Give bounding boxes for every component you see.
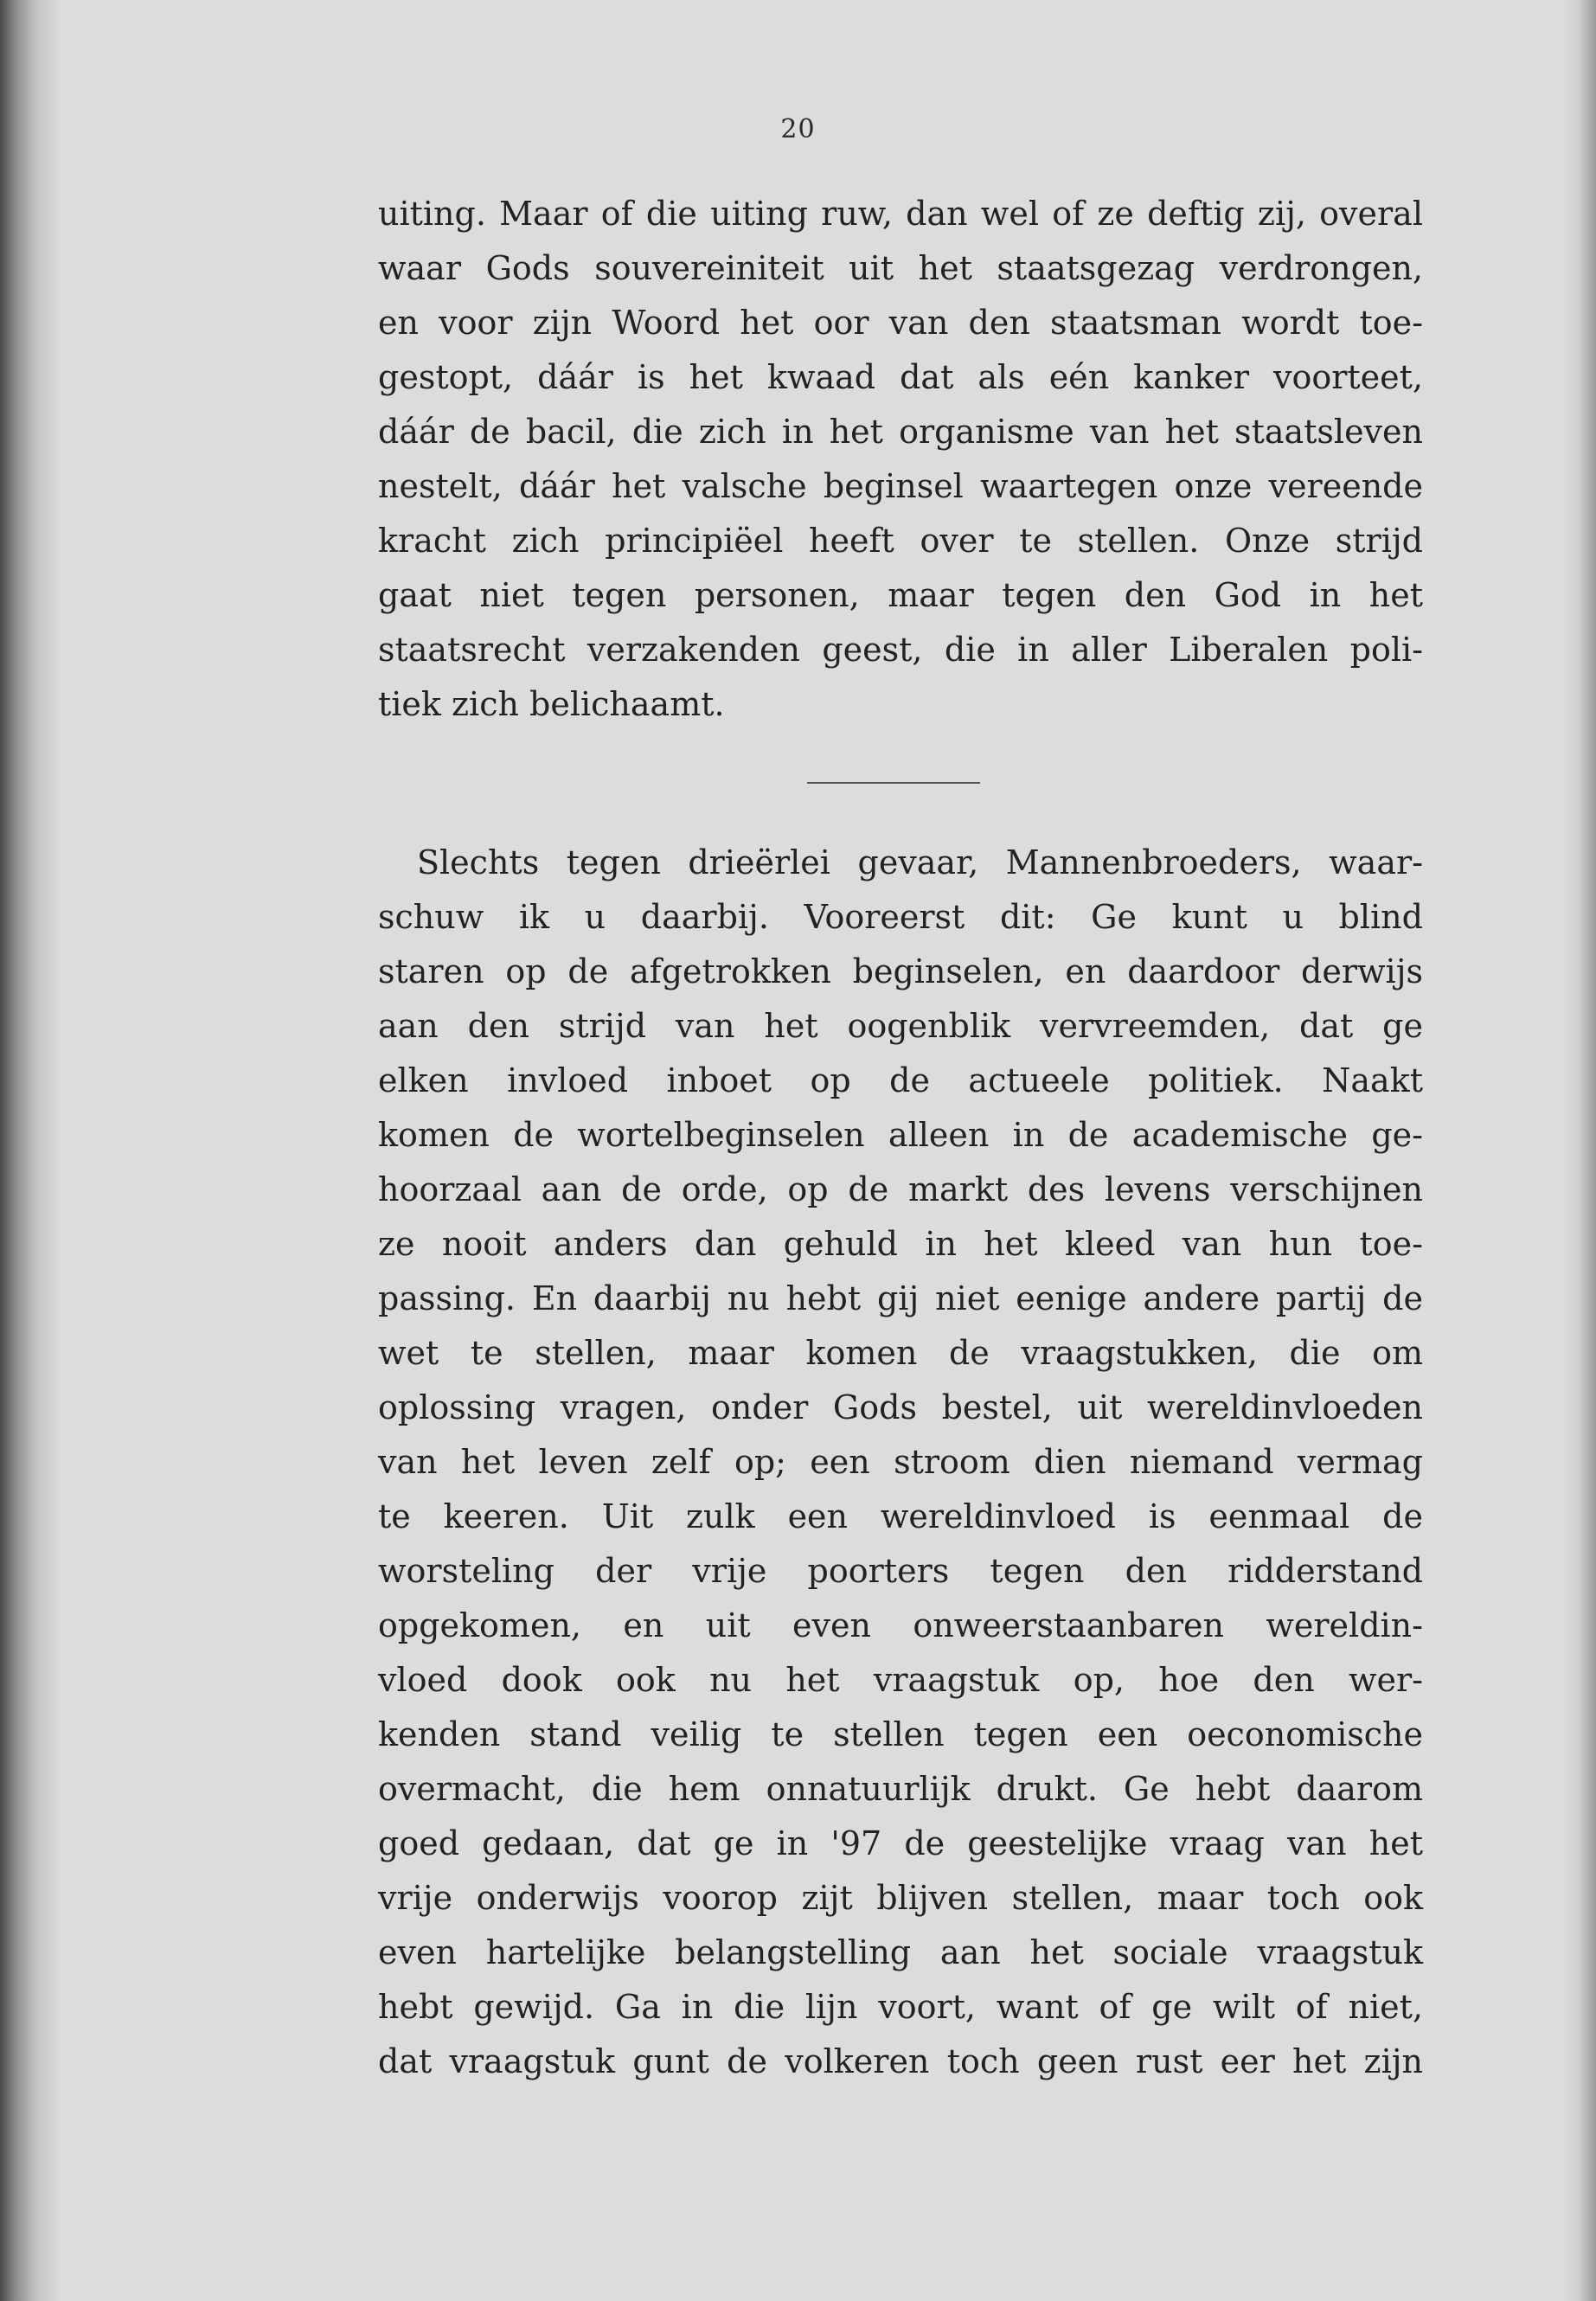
text-line: vrije onderwijs voorop zijt blijven stellen, maar toch ook — [378, 1879, 1423, 1917]
text-line: te keeren. Uit zulk een wereldinvloed is eenmaal de — [378, 1497, 1423, 1535]
text-line: staatsrecht verzakenden geest, die in aller Liberalen poli- — [378, 631, 1423, 669]
text-line: uiting. Maar of die uiting ruw, dan wel of ze deftig zij, overal — [378, 195, 1423, 233]
text-line: kenden stand veilig te stellen tegen een oeconomische — [378, 1715, 1423, 1753]
text-line: vloed dook ook nu het vraagstuk op, hoe den wer- — [378, 1661, 1423, 1699]
page-number: 20 — [780, 114, 816, 144]
text-line: goed gedaan, dat ge in '97 de geestelijke vraag van het — [378, 1824, 1423, 1862]
text-line: hebt gewijd. Ga in die lijn voort, want of ge wilt of niet, — [378, 1988, 1423, 2026]
text-line: staren op de afgetrokken beginselen, en daardoor derwijs — [378, 952, 1423, 990]
text-line: van het leven zelf op; een stroom dien niemand vermag — [378, 1443, 1423, 1481]
text-line: opgekomen, en uit even onweerstaanbaren wereldin- — [378, 1606, 1423, 1644]
text-line: schuw ik u daarbij. Vooreerst dit: Ge kunt u blind — [378, 898, 1423, 936]
text-line: aan den strijd van het oogenblik vervreemden, dat ge — [378, 1007, 1423, 1045]
text-line: gaat niet tegen personen, maar tegen den God in het — [378, 576, 1423, 614]
paragraph-1 — [378, 187, 1423, 732]
text-line: nestelt, dáár het valsche beginsel waartegen onze vereende — [378, 467, 1423, 505]
text-line: tiek zich belichaamt. — [378, 685, 725, 723]
text-line: oplossing vragen, onder Gods bestel, uit wereldinvloeden — [378, 1388, 1423, 1426]
text-line: Slechts tegen drieërlei gevaar, Mannenbroeders, waar- — [417, 843, 1423, 881]
text-line: dáár de bacil, die zich in het organisme van het staatsleven — [378, 413, 1423, 451]
text-line: gestopt, dáár is het kwaad dat als eén kanker voorteet, — [378, 358, 1423, 396]
text-line: elken invloed inboet op de actueele politiek. Naakt — [378, 1061, 1423, 1099]
text-line: even hartelijke belangstelling aan het sociale vraagstuk — [378, 1933, 1423, 1971]
paragraph-2 — [378, 836, 1423, 2089]
text-line: wet te stellen, maar komen de vraagstukken, die om — [378, 1334, 1423, 1372]
text-line: dat vraagstuk gunt de volkeren toch geen rust eer het zijn — [378, 2042, 1423, 2080]
text-line: worsteling der vrije poorters tegen den ridderstand — [378, 1552, 1423, 1590]
text-line: hoorzaal aan de orde, op de markt des levens verschijnen — [378, 1170, 1423, 1208]
text-line: komen de wortelbeginselen alleen in de academische ge- — [378, 1116, 1423, 1154]
text-line: ze nooit anders dan gehuld in het kleed van hun toe- — [378, 1225, 1423, 1263]
text-line: waar Gods souvereiniteit uit het staatsgezag verdrongen, — [378, 249, 1423, 287]
text-line: overmacht, die hem onnatuurlijk drukt. Ge hebt daarom — [378, 1770, 1423, 1808]
page-edge-shadow — [1561, 0, 1596, 2301]
section-divider — [807, 782, 980, 784]
text-line: passing. En daarbij nu hebt gij niet eenige andere partij de — [378, 1279, 1423, 1317]
binding-shadow — [0, 0, 61, 2301]
text-line: en voor zijn Woord het oor van den staatsman wordt toe- — [378, 304, 1423, 342]
text-line: kracht zich principiëel heeft over te stellen. Onze strijd — [378, 522, 1423, 560]
